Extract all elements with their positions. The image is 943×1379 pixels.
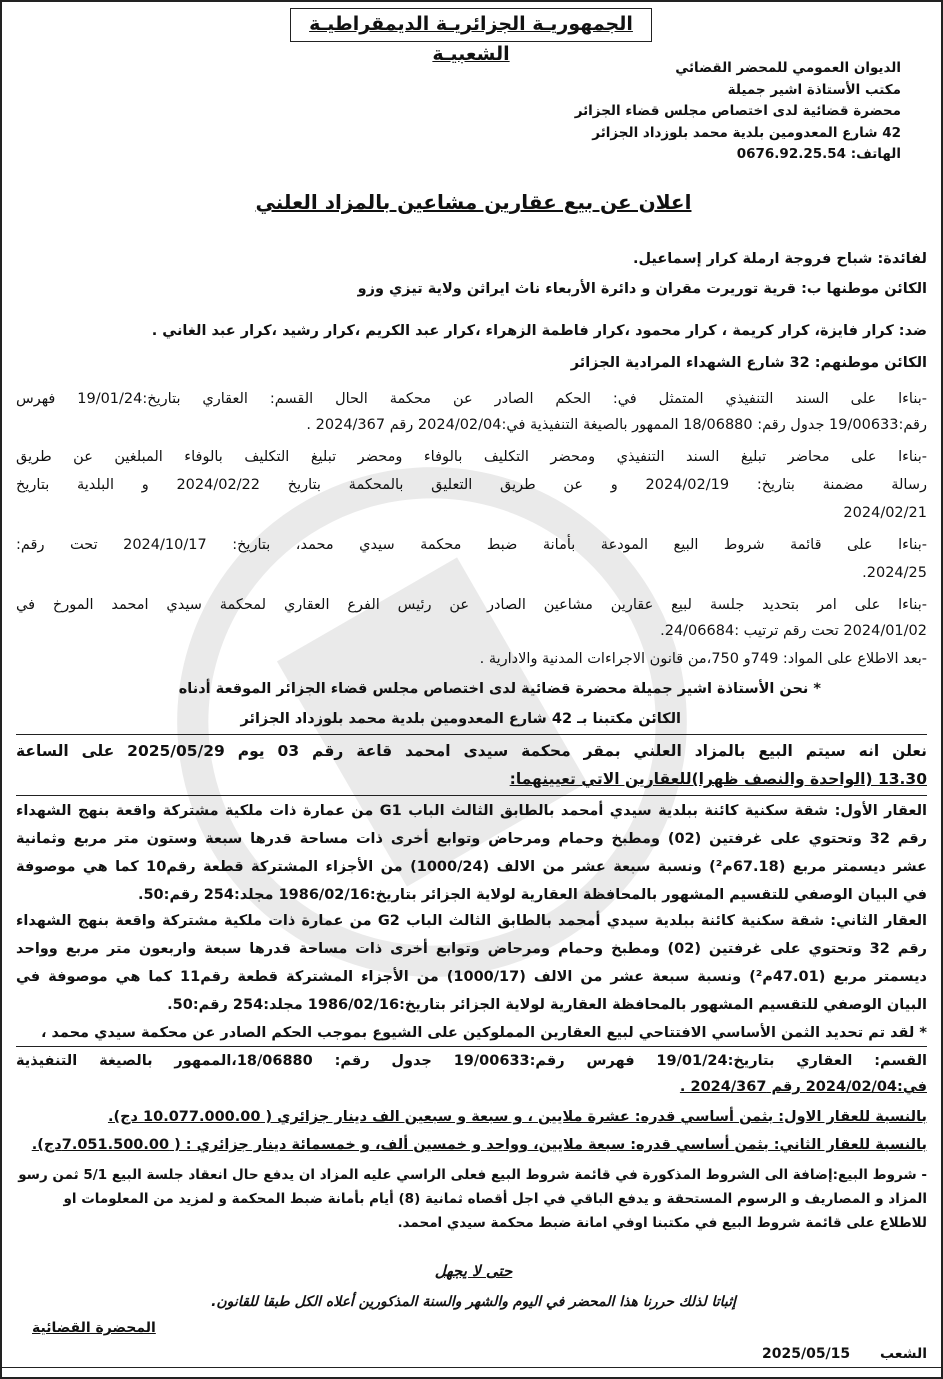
- body-line: 2024/25.: [862, 565, 927, 581]
- property2-line: العقار الثاني: شقة سكنية كائنة ببلدية سيدي أمحمد بالطابق الثالث الباب G2 من عمارة ذات ملكية مشتركة واقعة بنهج الشهداء: [16, 913, 927, 929]
- office-line: مكتب الأستاذة اشير جميلة: [727, 81, 901, 98]
- property1-line: في البيان الوصفي للتقسيم المشهور بالمحافظة العقارية لولاية الجزائر بتاريخ:1986/02/16 مجلد:254 رقم:50.: [137, 887, 927, 903]
- office-phone: الهاتف: 0676.92.25.54: [736, 146, 901, 163]
- office-line: 42 شارع المعدومين بلدية محمد بلوزداد الجزائر: [592, 124, 901, 141]
- body-line: -بناءا على امر بتحديد جلسة لبيع عقارين مشاعين الصادر عن رئيس الفرع العقاري لمحكمة سيدي امحمد المورخ في: [16, 597, 927, 613]
- body-line: رسالة مضمنة بتاريخ: 2024/02/19 و عن طريق التعليق بالمحكمة بتاريخ 2024/02/22 و البلدية بتاريخ: [16, 477, 927, 493]
- property2-line: ديسمتر مربع (47.01م²) ونسبة سبعة عشر من الالف (1000/17) من الأجزاء المشتركة قطعة رقم11 كما هي موصوفة في: [16, 969, 927, 985]
- signature-label: المحضرة القضائية: [32, 1320, 156, 1336]
- newspaper-name: الشعب: [879, 1346, 927, 1362]
- divider: [16, 1046, 927, 1047]
- closing-motto: حتى لا يجهل: [434, 1262, 513, 1280]
- auction-time: 13.30 (الواحدة والنصف ظهرا)للعقارين الاتي تعيينهما:: [509, 770, 927, 788]
- bailiff-office-block: [381, 58, 901, 166]
- body-line: 2024/02/21: [843, 505, 927, 521]
- closing-statement: إثباتا لذلك حررنا هذا المحضر في اليوم والشهر والسنة المذكورين أعلاه الكل طبقا للقانون.: [211, 1294, 736, 1310]
- property1-line: العقار الأول: شقة سكنية كائنة ببلدية سيدي أمحمد بالطابق الثالث الباب G1 من عمارة ذات ملكية مشتركة واقعة بنهج الشهداء: [16, 803, 927, 819]
- divider: [16, 734, 927, 735]
- office-line: محضرة قضائية لدى اختصاص مجلس قضاء الجزائر: [574, 103, 901, 120]
- sale-conditions-line: - شروط البيع:إضافة الى الشروط المذكورة في قائمة شروط البيع فعلى الراسي عليه المزاد ان يدفع حال انعقاد جلسة البيع 5/1 ثمن رسو: [18, 1167, 927, 1183]
- body-line: -بعد الاطلاع على المواد: 749و 750،من قانون الاجراءات المدنية والادارية .: [479, 651, 927, 667]
- republic-title: الجمهوريـة الجزائريـة الديمقراطيـة الشعبيـة: [290, 8, 652, 42]
- body-line: رقم:19/00633 جدول رقم: 18/06880 الممهور بالصيغة التنفيذية في:2024/02/04 رقم 2024/367 .: [306, 417, 927, 433]
- bailiff-address: الكائن مكتبنا بـ 42 شارع المعدومين بلدية محمد بلوزداد الجزائر: [240, 711, 681, 727]
- against-address: الكائن موطنهم: 32 شارع الشهداء المرادية الجزائر: [570, 355, 927, 371]
- publication-date: 2025/05/15: [762, 1346, 851, 1362]
- body-line: -بناءا على السند التنفيذي المتمثل في: الحكم الصادر عن محكمة الحال القسم: العقاري بتاريخ:19/01/24 فهرس: [16, 391, 927, 407]
- sale-conditions-line: للاطلاع على قائمة شروط البيع في مكتبنا اوفي امانة ضبط محكمة سيدي امحمد.: [397, 1215, 927, 1231]
- price-basis-line: القسم: العقاري بتاريخ:19/01/24 فهرس رقم:19/00633 جدول رقم: 18/06880،الممهور بالصيغة التنفيذية: [16, 1053, 927, 1069]
- price-basis-line: في:2024/02/04 رقم 2024/367 .: [679, 1079, 927, 1095]
- property1-line: رقم 32 وتحتوي على غرفتين (02) ومطبخ وحمام ومرحاض وتوابع أخرى ذات مساحة قدرها سبعة وستون متر مربع وثمانية: [16, 831, 927, 847]
- divider: [16, 795, 927, 796]
- price-property2: بالنسبة للعقار الثاني: بثمن أساسي قدره: سبعة ملايين، وواحد و خمسين ألف، و خمسمائة دينار جزائري : ( 7.051.500.00دج).: [31, 1137, 927, 1153]
- sale-conditions-line: المزاد و المصاريف و الرسوم المستحقة و يدفع الباقي في اجل أقصاه ثمانية (8) أيام بأمانة ضبط المحكمة و لمزيد من المعلومات او: [63, 1191, 927, 1207]
- beneficiary-address: الكائن موطنها ب: قرية توريرت مقران و دائرة الأربعاء ناث ايراثن ولاية تيزي وزو: [357, 281, 927, 297]
- property2-line: رقم 32 وتحتوي على غرفتين (02) ومطبخ وحمام ومرحاض وتوابع أخرى ذات مساحة قدرها سبعة واربعون متر مربع وواحد: [16, 941, 927, 957]
- footer-divider: [2, 1367, 941, 1368]
- price-basis-line: * لقد تم تحديد الثمن الأساسي الافتتاحي لبيع العقارين المملوكين على الشيوع بموجب الحكم الصادر عن محكمة سيدي محمد ،: [40, 1025, 927, 1041]
- body-line: 2024/01/02 تحت رقم ترتيب :24/06684.: [660, 623, 927, 639]
- notice-title: اعلان عن بيع عقارين مشاعين بالمزاد العلني: [255, 190, 692, 214]
- against-parties: ضد: كرار فايزة، كرار كريمة ، كرار محمود ،كرار فاطمة الزهراء ،كرار عبد الكريم ،كرار رشيد ،كرار عبد الغاني .: [151, 323, 927, 339]
- price-property1: بالنسبة للعقار الاول: بثمن أساسي قدره: عشرة ملايين ، و سبعة و سبعين الف دينار جزائري ( 10.077.000.00 دج).: [107, 1109, 927, 1125]
- property1-line: عشر ديسمتر مربع (67.18م²) ونسبة سبعة عشر من الالف (1000/24) من الأجزاء المشتركة قطعة رقم10 كما هي موصوفة: [16, 859, 927, 875]
- body-line: -بناءا على قائمة شروط البيع المودعة بأمانة ضبط محكمة سيدي محمد، بتاريخ: 2024/10/17 تحت رقم:: [16, 537, 927, 553]
- body-line: -بناءا على محاضر تبليغ السند التنفيذي ومحضر التكليف بالوفاء ومحضر تبليغ التكليف بالوفاء المبلغين عن طريق: [16, 449, 927, 465]
- office-line: الديوان العمومي للمحضر القضائي: [675, 60, 901, 76]
- beneficiary: لفائدة: شباح فروجة ارملة كرار إسماعيل.: [632, 251, 927, 267]
- auction-announcement: نعلن انه سيتم البيع بالمزاد العلني بمقر محكمة سيدى امحمد قاعة رقم 03 يوم 2025/05/29 على الساعة: [16, 742, 927, 760]
- property2-line: البيان الوصفي للتقسيم المشهور بالمحافظة العقارية لولاية الجزائر بتاريخ:1986/02/16 مجلد:254 رقم:50.: [167, 997, 927, 1013]
- bailiff-statement: * نحن الأستاذة اشير جميلة محضرة قضائية لدى اختصاص مجلس قضاء الجزائر الموقعة أدناه: [178, 681, 821, 697]
